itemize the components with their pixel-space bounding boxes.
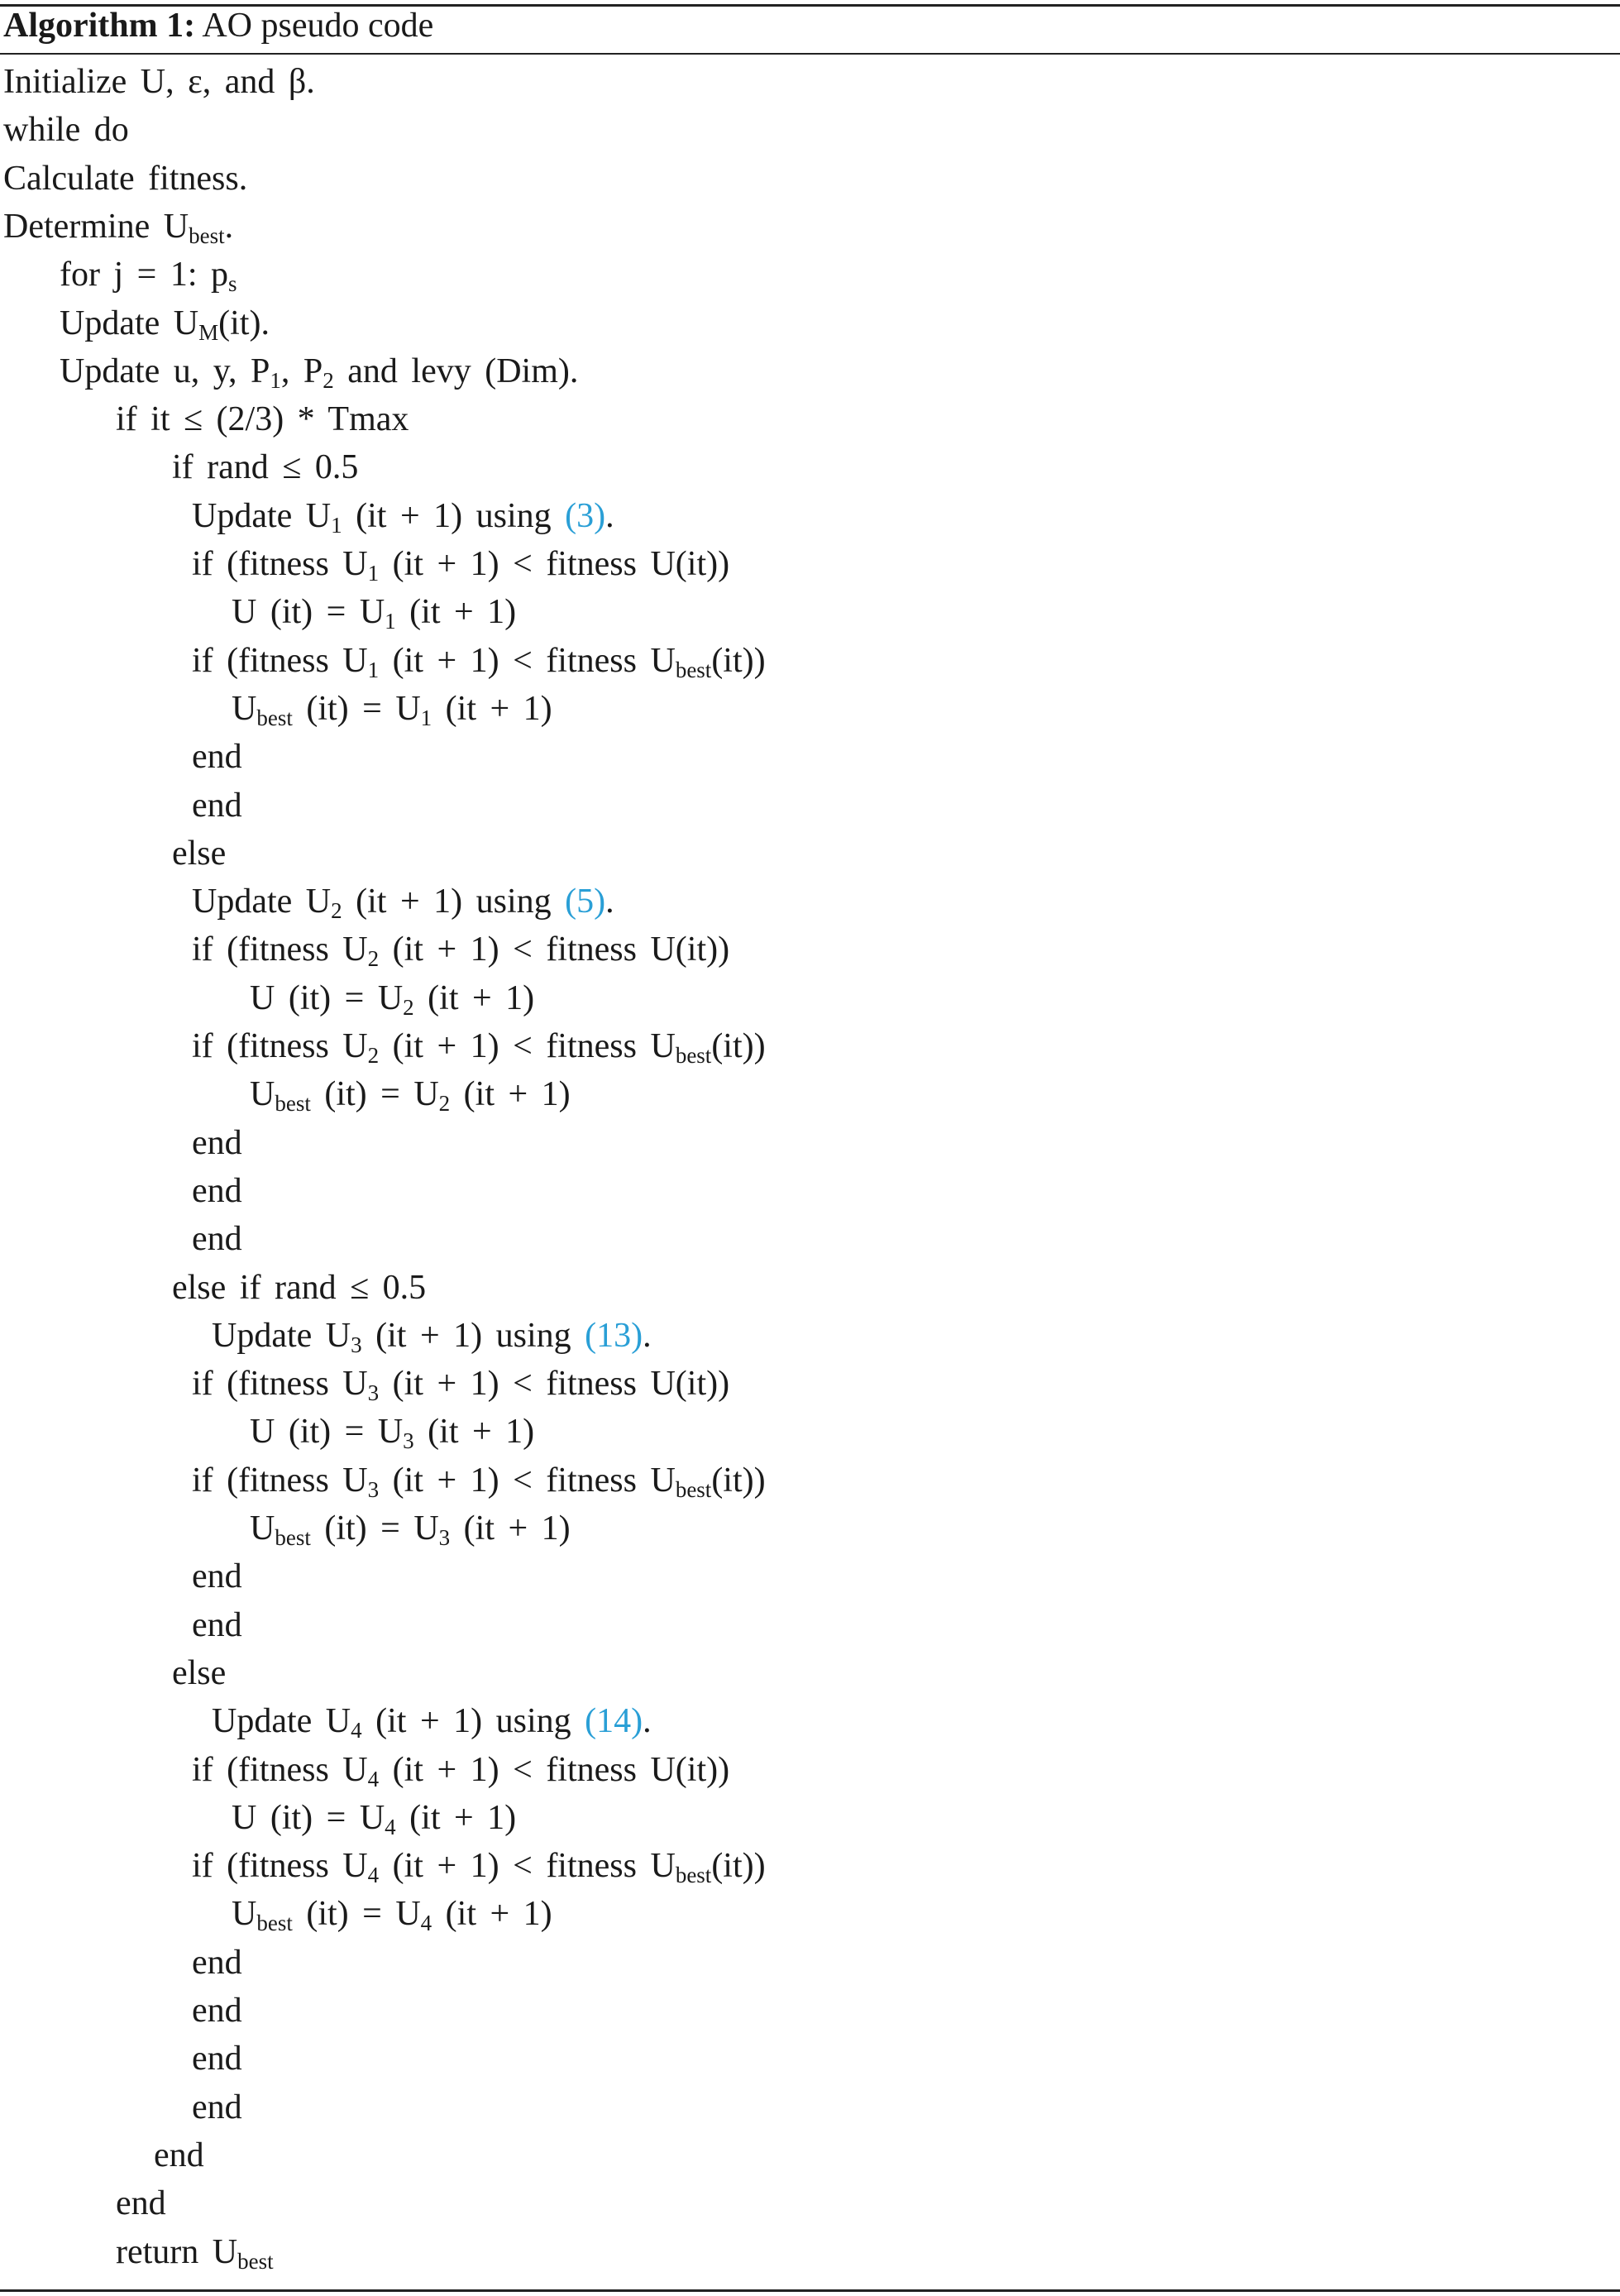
code-line: [116, 2228, 274, 2276]
code-line: [250, 1070, 571, 1118]
algorithm-header: [3, 2, 433, 50]
code-subscript: 4: [367, 1863, 380, 1888]
code-text: U: [232, 689, 257, 728]
equation-reference-link[interactable]: (13): [585, 1316, 643, 1355]
code-line: [250, 974, 534, 1022]
code-line: [232, 1794, 516, 1842]
code-line: [3, 203, 233, 251]
code-text: end: [192, 1605, 242, 1644]
code-text: (it + 1) < fitness U(it)): [379, 930, 730, 969]
code-line: [192, 540, 729, 588]
code-text: (it + 1) using: [361, 1702, 585, 1741]
equation-reference-link[interactable]: (14): [585, 1702, 643, 1741]
code-line: [192, 733, 242, 781]
header-rule: [0, 53, 1620, 55]
code-text: U (it) = U: [232, 1798, 385, 1837]
code-subscript: 1: [420, 705, 432, 730]
code-subscript: best: [275, 1525, 311, 1550]
code-line: [192, 1167, 242, 1215]
code-text: else: [172, 834, 227, 873]
code-text: end: [192, 2040, 242, 2078]
code-line: [192, 926, 729, 973]
code-text: end: [116, 2184, 166, 2223]
code-text: (it + 1): [450, 1075, 571, 1114]
algorithm-label: Algorithm 1:: [3, 7, 196, 45]
code-text: if (fitness U: [192, 641, 368, 680]
code-text: (it)): [711, 1847, 766, 1886]
code-text: U: [250, 1075, 275, 1114]
code-text: (it + 1) < fitness U: [379, 1461, 676, 1500]
code-line: [60, 347, 578, 395]
equation-reference-link[interactable]: (5): [565, 883, 606, 921]
code-subscript: best: [256, 1911, 293, 1936]
code-line: [3, 155, 247, 203]
code-text: (it + 1) < fitness U(it)): [379, 1365, 730, 1404]
code-subscript: best: [275, 1091, 311, 1117]
code-line: [3, 106, 129, 154]
code-line: [172, 1649, 226, 1697]
code-line: [232, 685, 552, 733]
code-text: Initialize U, ε, and β.: [3, 63, 315, 101]
code-text: end: [192, 1992, 242, 2030]
code-line: [116, 395, 409, 443]
code-line: [192, 492, 614, 540]
code-text: end: [192, 1171, 242, 1210]
code-text: Update U: [60, 304, 199, 342]
code-subscript: 4: [351, 1718, 362, 1744]
code-line: [172, 1264, 426, 1312]
code-text: (it + 1) < fitness U: [379, 1847, 676, 1886]
code-subscript: 2: [331, 898, 342, 924]
code-text: (it)): [711, 1027, 766, 1065]
code-text: (it + 1) using: [342, 496, 566, 535]
code-text: .: [605, 496, 614, 535]
code-subscript: 1: [367, 561, 380, 586]
code-subscript: 3: [367, 1476, 380, 1502]
code-line: [192, 1119, 242, 1167]
code-text: (it + 1): [432, 689, 552, 728]
code-line: [192, 782, 242, 830]
code-text: (it) = U: [310, 1509, 439, 1547]
code-subscript: best: [675, 1863, 712, 1888]
code-line: [192, 1601, 242, 1649]
code-line: [3, 58, 315, 106]
code-text: while do: [3, 111, 129, 150]
code-text: (it + 1): [413, 978, 535, 1017]
code-text: (it + 1): [395, 1798, 517, 1837]
code-line: [192, 1842, 766, 1890]
code-text: if (fitness U: [192, 1461, 368, 1500]
code-line: [192, 1987, 242, 2035]
code-text: Update U: [212, 1316, 351, 1355]
code-text: else if rand ≤ 0.5: [172, 1268, 427, 1307]
code-text: U (it) = U: [250, 978, 404, 1017]
code-text: (it) = U: [292, 689, 421, 728]
code-text: (it + 1): [413, 1413, 535, 1452]
equation-reference-link[interactable]: (3): [565, 496, 606, 535]
code-text: if (fitness U: [192, 545, 368, 583]
code-subscript: 2: [323, 367, 334, 393]
code-text: if (fitness U: [192, 1027, 368, 1065]
code-text: Determine U: [3, 207, 189, 246]
code-text: (it + 1): [450, 1509, 571, 1547]
code-text: (it + 1) using: [361, 1316, 585, 1355]
code-subscript: best: [675, 1043, 712, 1068]
code-subscript: best: [237, 2248, 274, 2274]
code-text: if (fitness U: [192, 930, 368, 969]
code-subscript: 1: [367, 657, 380, 682]
code-text: , P: [280, 352, 323, 390]
code-line: [212, 1312, 652, 1360]
code-text: if (fitness U: [192, 1365, 368, 1404]
code-line: [60, 251, 237, 299]
code-text: if rand ≤ 0.5: [172, 448, 359, 487]
code-text: end: [192, 1557, 242, 1596]
code-text: end: [192, 1123, 242, 1162]
code-line: [192, 2035, 242, 2083]
code-text: .: [605, 883, 614, 921]
code-text: end: [192, 2088, 242, 2126]
code-text: (it + 1) using: [342, 883, 566, 921]
code-text: return U: [116, 2232, 238, 2271]
code-line: [192, 1215, 242, 1263]
code-text: end: [192, 738, 242, 777]
code-text: (it)): [711, 1461, 766, 1500]
code-text: Update U: [192, 496, 332, 535]
code-line: [192, 878, 614, 926]
code-text: .: [224, 207, 234, 246]
code-text: (it) = U: [292, 1895, 421, 1934]
code-text: if it ≤ (2/3) * Tmax: [116, 400, 409, 439]
code-text: U: [232, 1895, 257, 1934]
code-line: [232, 1890, 552, 1938]
code-line: [192, 637, 766, 685]
code-text: if (fitness U: [192, 1750, 368, 1789]
code-line: [192, 1360, 729, 1408]
code-subscript: 2: [367, 946, 380, 972]
code-text: (it + 1): [432, 1895, 552, 1934]
code-text: (it + 1) < fitness U: [379, 1027, 676, 1065]
code-line: [192, 1457, 766, 1504]
code-text: if (fitness U: [192, 1847, 368, 1886]
code-text: (it + 1) < fitness U: [379, 641, 676, 680]
code-subscript: 3: [367, 1380, 380, 1406]
code-subscript: s: [228, 271, 237, 297]
code-text: U (it) = U: [250, 1413, 404, 1452]
code-line: [60, 299, 270, 347]
code-subscript: 4: [385, 1814, 396, 1839]
code-text: (it) = U: [310, 1075, 439, 1114]
code-line: [212, 1697, 652, 1745]
code-text: .: [643, 1316, 652, 1355]
code-text: end: [154, 2136, 204, 2174]
code-text: Calculate fitness.: [3, 159, 248, 198]
code-subscript: 3: [351, 1332, 362, 1357]
code-text: .: [643, 1702, 652, 1741]
code-text: (it + 1): [395, 593, 517, 632]
code-subscript: best: [189, 222, 225, 248]
code-line: [192, 1022, 766, 1070]
code-line: [250, 1504, 571, 1552]
code-text: (it + 1) < fitness U(it)): [379, 1750, 730, 1789]
code-text: for j = 1: p: [60, 256, 228, 294]
algorithm-title: AO pseudo code: [202, 7, 434, 45]
code-subscript: 2: [367, 1043, 380, 1068]
code-subscript: best: [256, 705, 293, 730]
code-subscript: 2: [438, 1091, 451, 1117]
code-text: end: [192, 1943, 242, 1982]
code-line: [192, 2083, 242, 2131]
code-subscript: 4: [420, 1911, 432, 1936]
code-text: (it).: [218, 304, 270, 342]
code-text: U: [250, 1509, 275, 1547]
code-subscript: best: [675, 657, 712, 682]
code-subscript: 4: [367, 1766, 380, 1791]
code-subscript: 3: [438, 1525, 451, 1550]
code-line: [116, 2179, 166, 2227]
code-line: [192, 1939, 242, 1987]
code-text: end: [192, 786, 242, 825]
code-line: [232, 588, 516, 636]
code-line: [154, 2131, 204, 2179]
code-text: Update U: [192, 883, 332, 921]
bottom-rule: [0, 2289, 1620, 2292]
code-subscript: best: [675, 1476, 712, 1502]
code-subscript: 1: [331, 512, 342, 538]
code-text: Update U: [212, 1702, 351, 1741]
code-line: [192, 1552, 242, 1600]
code-subscript: M: [198, 319, 219, 345]
code-subscript: 2: [403, 994, 414, 1020]
code-subscript: 1: [270, 367, 281, 393]
code-text: (it + 1) < fitness U(it)): [379, 545, 730, 583]
code-text: else: [172, 1653, 227, 1692]
code-text: Update u, y, P: [60, 352, 270, 390]
code-text: (it)): [711, 641, 766, 680]
code-subscript: 3: [403, 1428, 414, 1454]
code-subscript: 1: [385, 609, 396, 634]
code-text: end: [192, 1220, 242, 1259]
code-text: U (it) = U: [232, 593, 385, 632]
code-line: [192, 1746, 729, 1794]
code-line: [172, 443, 358, 491]
code-line: [172, 830, 226, 878]
code-text: and levy (Dim).: [333, 352, 579, 390]
code-line: [250, 1408, 534, 1456]
